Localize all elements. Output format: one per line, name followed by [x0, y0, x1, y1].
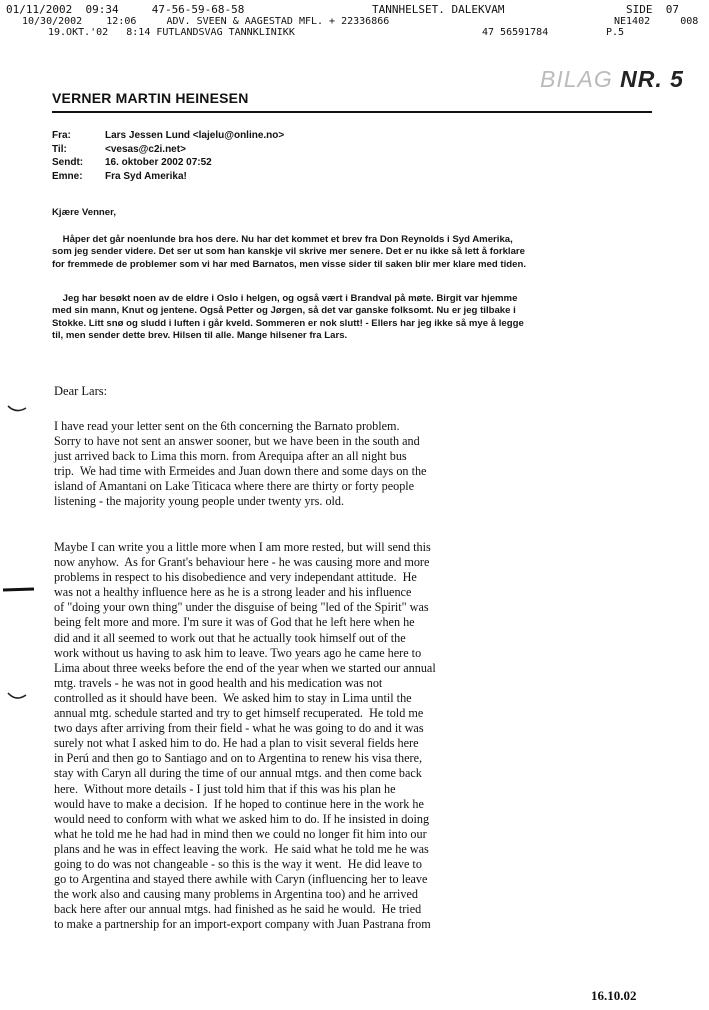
text-line: til, men sender dette brev. Hilsen til alle. Mange hilsener fra Lars. — [52, 330, 348, 342]
stamp-number: NR. 5 — [620, 66, 684, 92]
text-line: Håper det går noenlunde bra hos dere. Nu har det kommet et brev fra Don Reynolds i Syd Amerika, — [52, 234, 513, 245]
text-line: problems in respect to his disobedience and very independant attitude. He — [54, 570, 417, 585]
margin-tick-mark — [6, 402, 28, 416]
email-header — [52, 129, 284, 183]
fax-header-center: TANNHELSET. DALEKVAM — [372, 3, 505, 16]
email-header-value: Fra Syd Amerika! — [105, 170, 187, 182]
text-line: Stokke. Litt snø og sludd i luften i går kveld. Sommeren er nok slutt! - Ellers har jeg ikke så mye å legge — [52, 317, 524, 329]
text-line: two days after arriving from their field - what he was going to do and it was — [54, 721, 424, 736]
text-line: Lima about three weeks before the end of the year when we started our annual — [54, 660, 436, 675]
text-line: here. Without more details - I just told him that if this was his plan he — [54, 781, 396, 796]
margin-dash-mark — [2, 585, 36, 595]
email-header-value: 16. oktober 2002 07:52 — [105, 157, 212, 168]
margin-tick-mark — [6, 690, 28, 704]
email-header-label: Sendt: — [52, 157, 84, 168]
text-line: go to Argentina and stayed there awhile with Caryn (influencing her to leave — [54, 872, 428, 887]
email-header-label: Emne: — [52, 170, 83, 182]
footer-date: 16.10.02 — [591, 988, 637, 1003]
email-header-row — [52, 170, 284, 184]
letter-salutation: Dear Lars: — [54, 384, 108, 398]
text-line: of "doing your own thing" under the disguise of being "led of the Spirit" was — [54, 600, 429, 615]
stamp-faint-text: BILAG — [540, 66, 613, 92]
text-line: was not a healthy influence here as he is a strong leader and his influence — [54, 585, 412, 600]
text-line: back here after our annual mtgs. had finished as he said he would. He tried — [54, 902, 422, 917]
email-header-row — [52, 143, 284, 157]
email-header-row — [52, 129, 284, 143]
text-line: in Perú and then go to Santiago and on to Argentina to renew his visa there, — [54, 751, 423, 766]
email-header-value: <vesas@c2i.net> — [105, 143, 186, 155]
norwegian-greeting: Kjære Venner, — [52, 207, 116, 218]
sender-name-heading: VERNER MARTIN HEINESEN — [52, 90, 249, 106]
text-line: now anyhow. As for Grant's behaviour here - he was causing more and more — [54, 555, 430, 570]
email-header-label: Til: — [52, 143, 67, 155]
text-line: did and it all seemed to work out that he actually took himself out of the — [54, 630, 406, 645]
text-line: listening - the majority young people under twenty yrs. old. — [54, 494, 345, 509]
email-header-value: Lars Jessen Lund <lajelu@online.no> — [105, 130, 285, 141]
fax-header-center: 47 56591784 — [482, 27, 549, 38]
text-line: annual mtg. schedule started and try to get himself recuperated. He told me — [54, 706, 424, 721]
text-line: controlled as it should have been. We asked him to stay in Lima until the — [54, 690, 412, 705]
norwegian-paragraph-1 — [52, 234, 622, 271]
text-line: I have read your letter sent on the 6th concerning the Barnato problem. — [54, 419, 400, 433]
text-line: surely not what I asked him to do. He had a plan to visit several fields here — [54, 736, 419, 751]
norwegian-paragraph-2 — [52, 293, 622, 343]
fax-header-left: 19.OKT.'02 8:14 FUTLANDSVAG TANNKLINIKK — [48, 27, 295, 38]
text-line: med sin mann, Knut og jentene. Også Petter og Jørgen, så det var ganske folksomt. Nu er jeg tilbake i — [52, 305, 516, 317]
text-line: the work also and causing many problems in Argentina too) and he arrived — [54, 887, 418, 902]
text-line: just arrived back to Lima this morn. from Arequipa after an all night bus — [54, 449, 407, 464]
fax-header-right: SIDE 07 — [626, 3, 679, 16]
text-line: Maybe I can write you a little more when I am more rested, but will send this — [54, 540, 431, 554]
text-line: som jeg sender videre. Det ser ut som han kanskje vil skrive mer senere. Det er nu ikke så lett å forklare — [52, 246, 525, 258]
fax-header-left: 10/30/2002 12:06 ADV. SVEEN & AAGESTAD MFL. + 22336866 — [22, 16, 390, 27]
letter-paragraph-2 — [54, 540, 524, 932]
email-header-row — [52, 156, 284, 170]
text-line: would need to conform with what we asked him to do. If he insisted in doing — [54, 811, 430, 826]
exhibit-stamp — [540, 66, 684, 93]
text-line: trip. We had time with Ermeides and Juan down there and some days on the — [54, 464, 427, 479]
text-line: what he told me he had had in mind then we could no longer fit him into our — [54, 826, 427, 841]
letter-paragraph-1 — [54, 419, 524, 510]
email-header-label: Fra: — [52, 130, 71, 141]
text-line: for fremmede de problemer som vi har med Barnatos, men visse sider til saken blir mer klare med tiden. — [52, 258, 526, 270]
text-line: stay with Caryn all during the time of our annual mtgs. and then come back — [54, 766, 422, 781]
fax-header-right: P.5 — [606, 27, 625, 38]
text-line: mtg. travels - he was not in good health and his medication was not — [54, 675, 383, 690]
fax-header-right: NE1402 008 — [614, 16, 699, 27]
heading-rule — [52, 111, 652, 113]
text-line: Jeg har besøkt noen av de eldre i Oslo i helgen, og også vært i Brandval på møte. Birgit var hjemme — [52, 293, 518, 304]
text-line: work without us having to ask him to leave. Two years ago he came here to — [54, 645, 422, 660]
text-line: being felt more and more. I'm sure it was of God that he left here when he — [54, 615, 415, 630]
text-line: Sorry to have not sent an answer sooner, but we have been in the south and — [54, 434, 420, 449]
fax-header-left: 01/11/2002 09:34 47-56-59-68-58 — [6, 3, 245, 16]
text-line: going to do was not changeable - so this is the way it went. He did leave to — [54, 856, 422, 871]
text-line: to make a partnership for an import-export company with Juan Pastrana from — [54, 917, 431, 932]
text-line: plans and he was in effect leaving the work. He said what he told me he was — [54, 841, 429, 856]
text-line: island of Amantani on Lake Titicaca where there are thirty or forty people — [54, 479, 415, 494]
text-line: would have to make a decision. If he hoped to continue here in the work he — [54, 796, 424, 811]
